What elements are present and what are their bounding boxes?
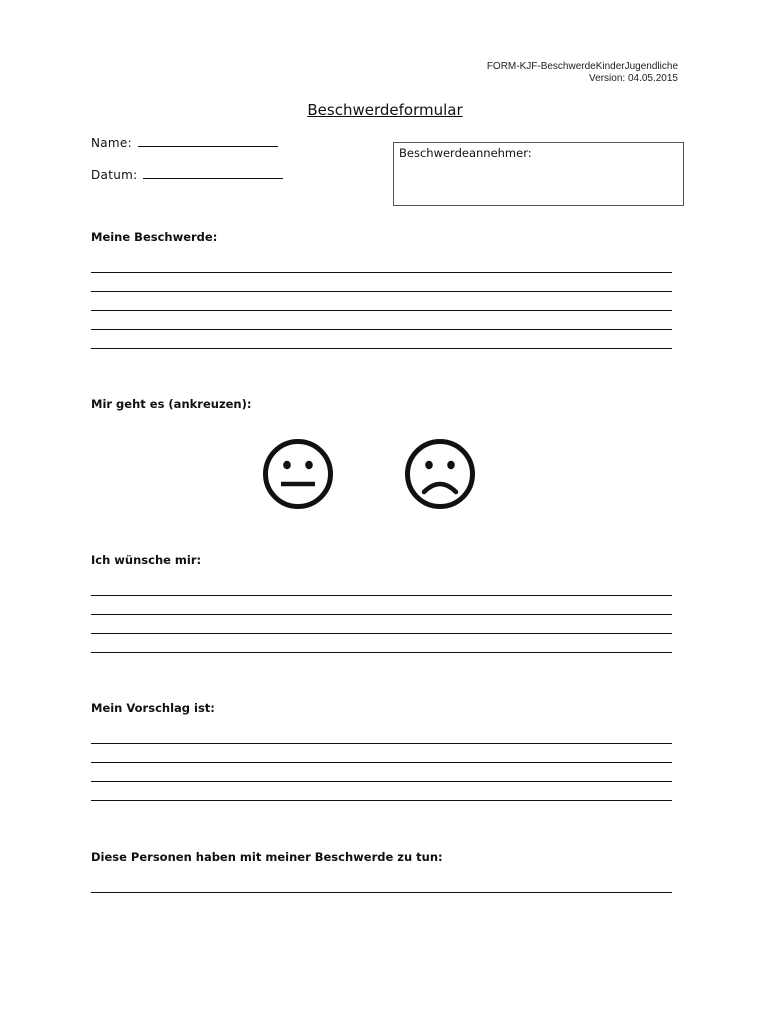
wish-line[interactable] bbox=[91, 595, 672, 596]
name-line bbox=[138, 136, 278, 147]
datum-field[interactable] bbox=[91, 168, 283, 182]
complaint-line[interactable] bbox=[91, 291, 672, 292]
complaint-heading: Meine Beschwerde: bbox=[91, 230, 218, 244]
form-id: FORM-KJF-BeschwerdeKinderJugendliche bbox=[486, 61, 678, 72]
page-title: Beschwerdeformular bbox=[307, 101, 463, 119]
proposal-line[interactable] bbox=[91, 743, 672, 744]
datum-line bbox=[143, 168, 283, 179]
feeling-heading: Mir geht es (ankreuzen): bbox=[91, 397, 252, 411]
complaint-line[interactable] bbox=[91, 310, 672, 311]
name-label: Name: bbox=[91, 136, 132, 150]
neutral-face-icon[interactable] bbox=[262, 438, 334, 510]
proposal-line[interactable] bbox=[91, 800, 672, 801]
datum-label: Datum: bbox=[91, 168, 138, 182]
complaint-line[interactable] bbox=[91, 272, 672, 273]
complaint-line[interactable] bbox=[91, 329, 672, 330]
wish-line[interactable] bbox=[91, 652, 672, 653]
wish-line[interactable] bbox=[91, 633, 672, 634]
wish-heading: Ich wünsche mir: bbox=[91, 553, 202, 567]
proposal-line[interactable] bbox=[91, 781, 672, 782]
sad-face-icon[interactable] bbox=[404, 438, 476, 510]
recipient-box[interactable] bbox=[393, 142, 684, 206]
proposal-heading: Mein Vorschlag ist: bbox=[91, 701, 215, 715]
proposal-line[interactable] bbox=[91, 762, 672, 763]
name-field[interactable] bbox=[91, 136, 278, 150]
persons-heading: Diese Personen haben mit meiner Beschwerde zu tun: bbox=[91, 850, 443, 864]
form-header bbox=[487, 61, 678, 85]
persons-line[interactable] bbox=[91, 892, 672, 893]
form-version: Version: 04.05.2015 bbox=[589, 73, 678, 84]
complaint-line[interactable] bbox=[91, 348, 672, 349]
wish-line[interactable] bbox=[91, 614, 672, 615]
recipient-label: Beschwerdeannehmer: bbox=[399, 146, 532, 160]
